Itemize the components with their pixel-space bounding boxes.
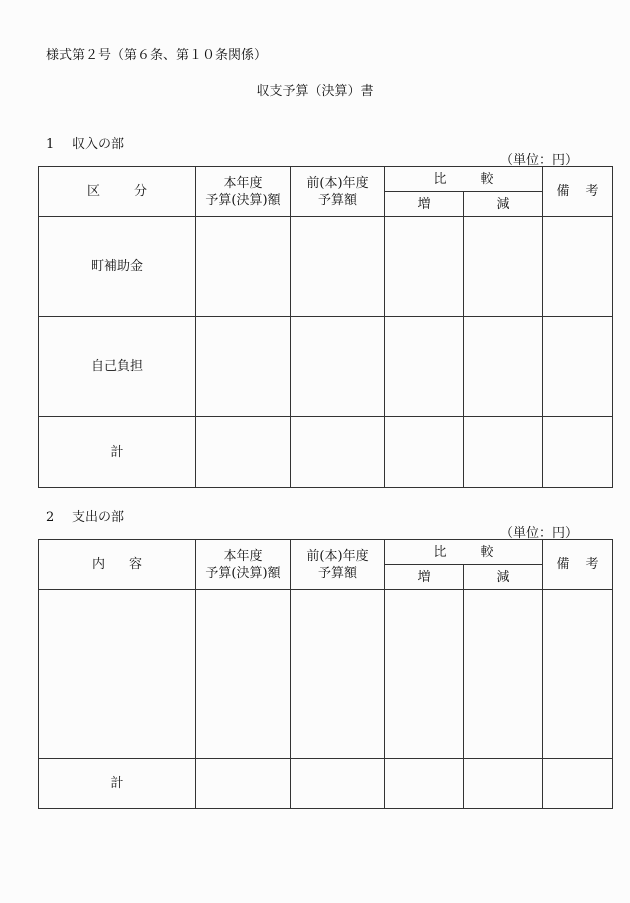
income-header-category: 区 分 (39, 167, 196, 217)
expense-cell[interactable] (196, 590, 291, 759)
income-section-title: 収入の部 (72, 137, 125, 152)
income-cell[interactable] (196, 417, 291, 488)
expense-header-current-year: 本年度 予算(決算)額 (196, 540, 291, 590)
income-header-decrease: 減 (464, 192, 543, 217)
table-row (39, 417, 613, 488)
income-total-label: 計 (39, 417, 196, 488)
income-table (38, 166, 613, 488)
income-cell[interactable] (291, 317, 385, 417)
table-row (39, 217, 613, 317)
expense-header-comparison: 比 較 (385, 540, 543, 565)
income-cell[interactable] (291, 417, 385, 488)
expense-cell[interactable] (291, 590, 385, 759)
expense-unit-label: （単位：円） (499, 526, 578, 541)
expense-cell[interactable] (543, 590, 613, 759)
expense-cell[interactable] (39, 590, 196, 759)
income-row-label: 自己負担 (39, 317, 196, 417)
income-header-previous-year: 前(本)年度 予算額 (291, 167, 385, 217)
income-header-remarks: 備 考 (543, 167, 613, 217)
income-section-number: 1 (46, 137, 55, 152)
expense-header-previous-year: 前(本)年度 予算額 (291, 540, 385, 590)
income-cell[interactable] (464, 417, 543, 488)
income-header-current-year: 本年度 予算(決算)額 (196, 167, 291, 217)
income-cell[interactable] (543, 417, 613, 488)
income-cell[interactable] (543, 217, 613, 317)
expense-cell[interactable] (543, 759, 613, 809)
table-row (39, 590, 613, 759)
document-title: 収支予算（決算）書 (256, 84, 374, 99)
expense-cell[interactable] (385, 759, 464, 809)
income-cell[interactable] (291, 217, 385, 317)
expense-header-content: 内 容 (39, 540, 196, 590)
income-cell[interactable] (385, 417, 464, 488)
expense-cell[interactable] (385, 590, 464, 759)
income-row-label: 町補助金 (39, 217, 196, 317)
expense-table (38, 539, 613, 809)
income-section-heading (46, 133, 124, 152)
income-header-increase: 増 (385, 192, 464, 217)
expense-header-decrease: 減 (464, 565, 543, 590)
expense-cell[interactable] (291, 759, 385, 809)
income-cell[interactable] (196, 217, 291, 317)
income-cell[interactable] (196, 317, 291, 417)
expense-total-label: 計 (39, 759, 196, 809)
income-unit-label: （単位：円） (499, 153, 578, 168)
expense-section-number: 2 (46, 510, 55, 525)
form-number: 様式第２号（第６条、第１０条関係） (46, 48, 268, 63)
income-header-comparison: 比 較 (385, 167, 543, 192)
expense-section-heading (46, 506, 124, 525)
expense-cell[interactable] (196, 759, 291, 809)
income-cell[interactable] (464, 217, 543, 317)
table-row (39, 759, 613, 809)
expense-header-remarks: 備 考 (543, 540, 613, 590)
table-row (39, 317, 613, 417)
income-cell[interactable] (385, 317, 464, 417)
expense-cell[interactable] (464, 759, 543, 809)
expense-header-increase: 増 (385, 565, 464, 590)
income-cell[interactable] (385, 217, 464, 317)
expense-cell[interactable] (464, 590, 543, 759)
income-cell[interactable] (543, 317, 613, 417)
expense-section-title: 支出の部 (72, 510, 125, 525)
income-cell[interactable] (464, 317, 543, 417)
